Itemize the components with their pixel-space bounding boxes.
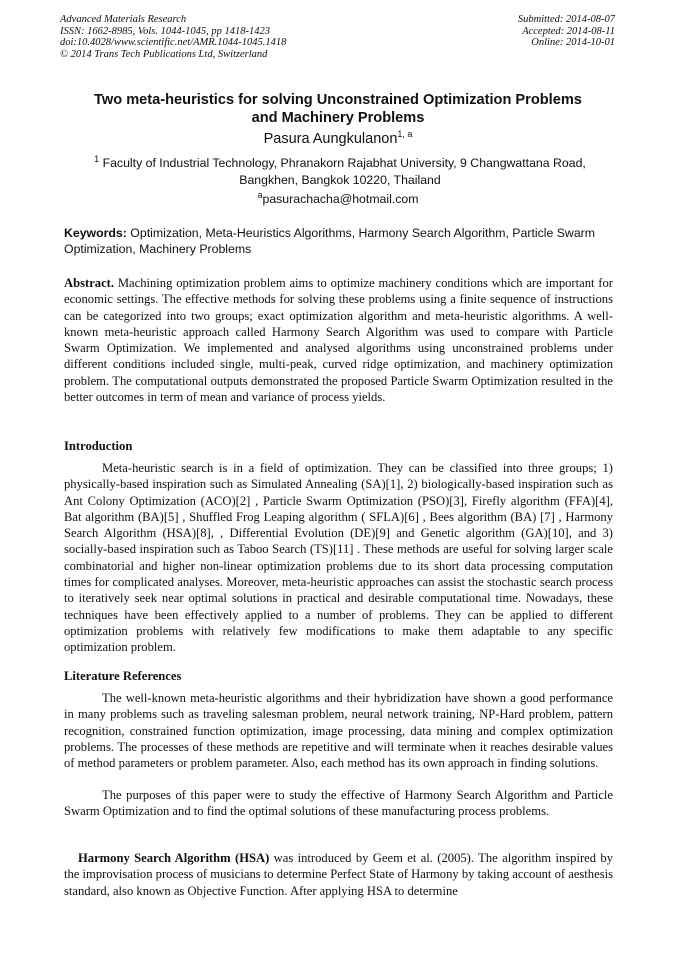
affiliation-superscript: 1 xyxy=(94,153,100,164)
online-date: Online: 2014-10-01 xyxy=(531,37,615,48)
abstract-text: Machining optimization problem aims to optimize machinery conditions which are important for economic settings. The effective methods for solving these problems using a finite sequence of instructions can be categorized into two groups; exact optimization algorithm and meta-heuristic algorithms. A well-known meta-heuristic approach called Harmony Search Algorithm was used to compare with Particle Swarm Optimization. We implemented and analysed algorithms using unconstrained problems under different conditions included single, multi-peak, curved ridge optimization, and machinery optimization problem. The computational outputs demonstrated the proposed Particle Swarm Optimization resulted in the better outcomes in term of mean and variance of process yields. xyxy=(64,276,613,405)
hsa-label: Harmony Search Algorithm (HSA) xyxy=(78,851,270,865)
accepted-date: Accepted: 2014-08-11 xyxy=(522,25,615,37)
paper-title xyxy=(60,91,616,127)
author-superscript: 1, a xyxy=(397,129,413,140)
affiliation xyxy=(78,155,602,188)
author-email xyxy=(60,191,616,207)
journal-header-right xyxy=(518,14,615,49)
hsa-paragraph xyxy=(64,850,613,899)
literature-heading: Literature References xyxy=(64,669,182,683)
keywords-text: Optimization, Meta-Heuristics Algorithms, Harmony Search Algorithm, Particle Swarm Optimization, Machinery Problems xyxy=(64,226,595,256)
keywords-label: Keywords: xyxy=(64,226,127,240)
journal-issn: ISSN: 1662-8985, Vols. 1044-1045, pp 1418-1423 xyxy=(60,25,270,37)
literature-paragraph-2: The purposes of this paper were to study the effective of Harmony Search Algorithm and Particle Swarm Optimization and to find the optimal solutions of these manufacturing process problems. xyxy=(64,788,613,819)
hsa-text: was introduced by Geem et al. (2005). The algorithm inspired by the improvisation process of musicians to determine Perfect State of Harmony by taking account of aesthesis standard, also known as Objective Function. After applying HSA to determine xyxy=(64,851,613,898)
affiliation-text: Faculty of Industrial Technology, Phranakorn Rajabhat University, 9 Changwattana Road, Bangkhen, Bangkok 10220, Thailand xyxy=(102,156,586,187)
abstract xyxy=(64,275,613,405)
email-superscript: a xyxy=(257,189,263,200)
paper-title-line-1: Two meta-heuristics for solving Unconstrained Optimization Problems xyxy=(94,92,582,108)
submitted-date: Submitted: 2014-08-07 xyxy=(517,14,615,25)
journal-copyright: © 2014 Trans Tech Publications Ltd, Switzerland xyxy=(60,48,268,60)
abstract-label: Abstract. xyxy=(64,276,115,290)
literature-paragraph-1: The well-known meta-heuristic algorithms and their hybridization have shown a good performance in many problems such as traveling salesman problem, neural network training, NP-Hard problem, pattern recognition, constrained function optimization, image processing, data mining and complex optimization problems. The processes of these methods are repetitive and will terminate when it reaches desirable values of method parameters or problem parameter. Also, each method has its own approach in finding solutions. xyxy=(64,691,613,771)
journal-doi: doi:10.4028/www.scientific.net/AMR.1044-1045.1418 xyxy=(60,37,287,48)
paper-title-line-2: and Machinery Problems xyxy=(251,110,425,126)
email-address: pasurachacha@hotmail.com xyxy=(262,192,419,206)
keywords xyxy=(64,225,613,257)
author-name: Pasura Aungkulanon xyxy=(263,131,398,147)
journal-name: Advanced Materials Research xyxy=(60,14,187,25)
introduction-heading: Introduction xyxy=(64,439,133,453)
journal-header-left xyxy=(60,14,286,60)
introduction-paragraph: Meta-heuristic search is in a field of optimization. They can be classified into three groups; 1) physically-based inspiration such as Simulated Annealing (SA)[1], 2) biologically-based inspiration such as Ant Colony Optimization (ACO)[2] , Particle Swarm Optimization (PSO)[3], Firefly algorithm (FFA)[4], Bat algorithm (BA)[5] , Shuffled Frog Leaping algorithm ( SFLA)[6] , Bees algorithm (BA) [7] , Harmony Search Algorithm (HSA)[8], , Differential Evolution (DE)[9] and Genetic algorithm (GA)[10], and 3) socially-based inspiration such as Taboo Search (TS)[11] . These methods are useful for solving larger scale combinatorial and higher non-linear optimization problems due to its short data processing computation times for complicated analyses. Moreover, meta-heuristic approaches can assist the stochastic search process to iteratively seek near optimal solutions in practical and desirable computational time. Nowadays, these techniques have been effectively applied to a number of problems. They can be applied to different optimization problems with relatively few modifications to make them adaptable to any specific optimization problem. xyxy=(64,461,613,655)
author xyxy=(60,130,616,148)
